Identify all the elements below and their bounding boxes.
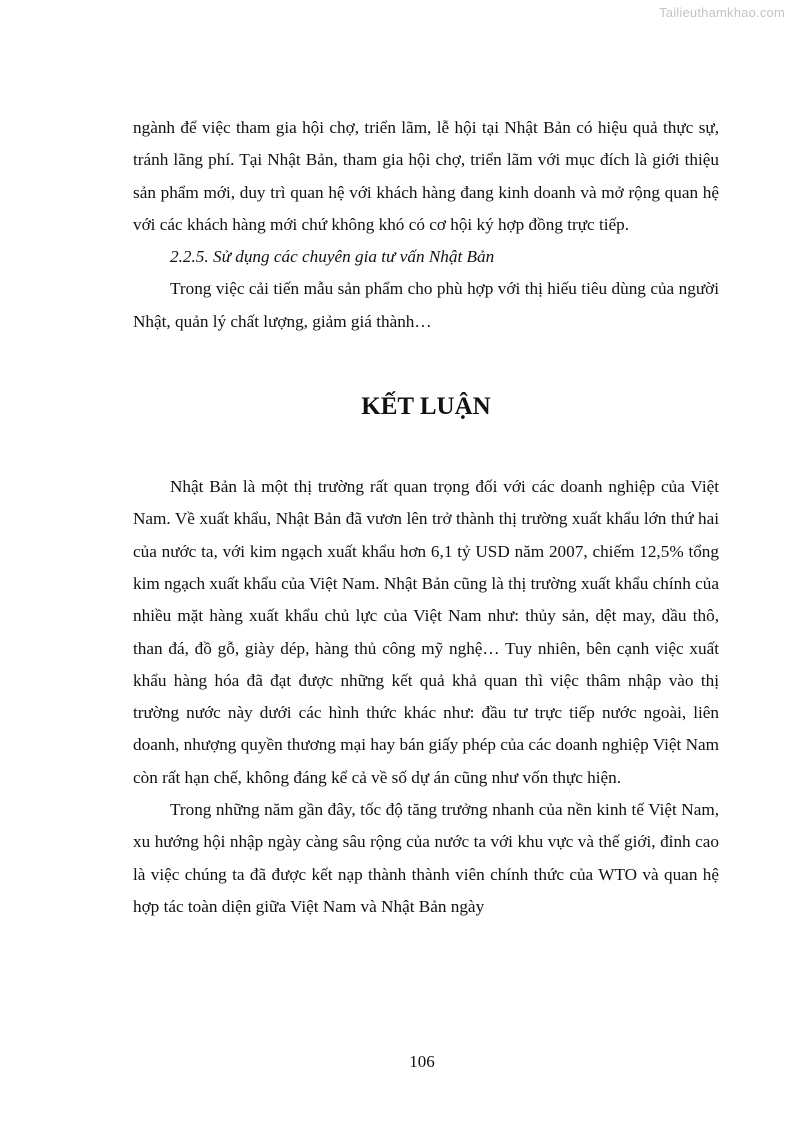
conclusion-paragraph-1: Nhật Bản là một thị trường rất quan trọng đối với các doanh nghiệp của Việt Nam. Về xuất khẩu, Nhật Bản đã vươn lên trở thành thị trường xuất khẩu lớn thứ hai của nước ta, với kim ngạch xuất khẩu hơn 6,1 tỷ USD năm 2007, chiếm 12,5% tổng kim ngạch xuất khẩu của Việt Nam. Nhật Bản cũng là thị trường xuất khẩu chính của nhiều mặt hàng xuất khẩu chủ lực của Việt Nam như: thủy sản, dệt may, dầu thô, than đá, đồ gỗ, giày dép, hàng thủ công mỹ nghệ… Tuy nhiên, bên cạnh việc xuất khẩu hàng hóa đã đạt được những kết quả khả quan thì việc thâm nhập vào thị trường nước này dưới các hình thức khác như: đầu tư trực tiếp nước ngoài, liên doanh, nhượng quyền thương mại hay bán giấy phép của các doanh nghiệp Việt Nam còn rất hạn chế, không đáng kể cả về số dự án cũng như vốn thực hiện. (133, 477, 719, 787)
watermark: Tailieuthamkhao.com (659, 5, 785, 20)
spacer (133, 338, 719, 391)
section-paragraph: Trong việc cải tiến mẫu sản phẩm cho phù hợp với thị hiếu tiêu dùng của người Nhật, quản lý chất lượng, giảm giá thành… (133, 279, 719, 331)
section-heading: 2.2.5. Sử dụng các chuyên gia tư vấn Nhật Bản (170, 247, 495, 267)
conclusion-paragraph-2: Trong những năm gần đây, tốc độ tăng trưởng nhanh của nền kinh tế Việt Nam, xu hướng hội nhập ngày càng sâu rộng của nước ta với khu vực và thế giới, đỉnh cao là việc chúng ta đã được kết nạp thành thành viên chính thức của WTO và quan hệ hợp tác toàn diện giữa Việt Nam và Nhật Bản ngày (133, 800, 719, 916)
chapter-title: KẾT LUẬN (361, 393, 491, 421)
page-number: 106 (409, 1052, 435, 1071)
continuation-paragraph: ngành để việc tham gia hội chợ, triển lãm, lễ hội tại Nhật Bản có hiệu quả thực sự, tránh lãng phí. Tại Nhật Bản, tham gia hội chợ, triển lãm với mục đích là giới thiệu sản phẩm mới, duy trì quan hệ với khách hàng đang kinh doanh và mở rộng quan hệ với các khách hàng mới chứ không khó có cơ hội ký hợp đồng trực tiếp. (133, 118, 719, 234)
page-content (133, 112, 719, 923)
spacer (133, 423, 719, 471)
